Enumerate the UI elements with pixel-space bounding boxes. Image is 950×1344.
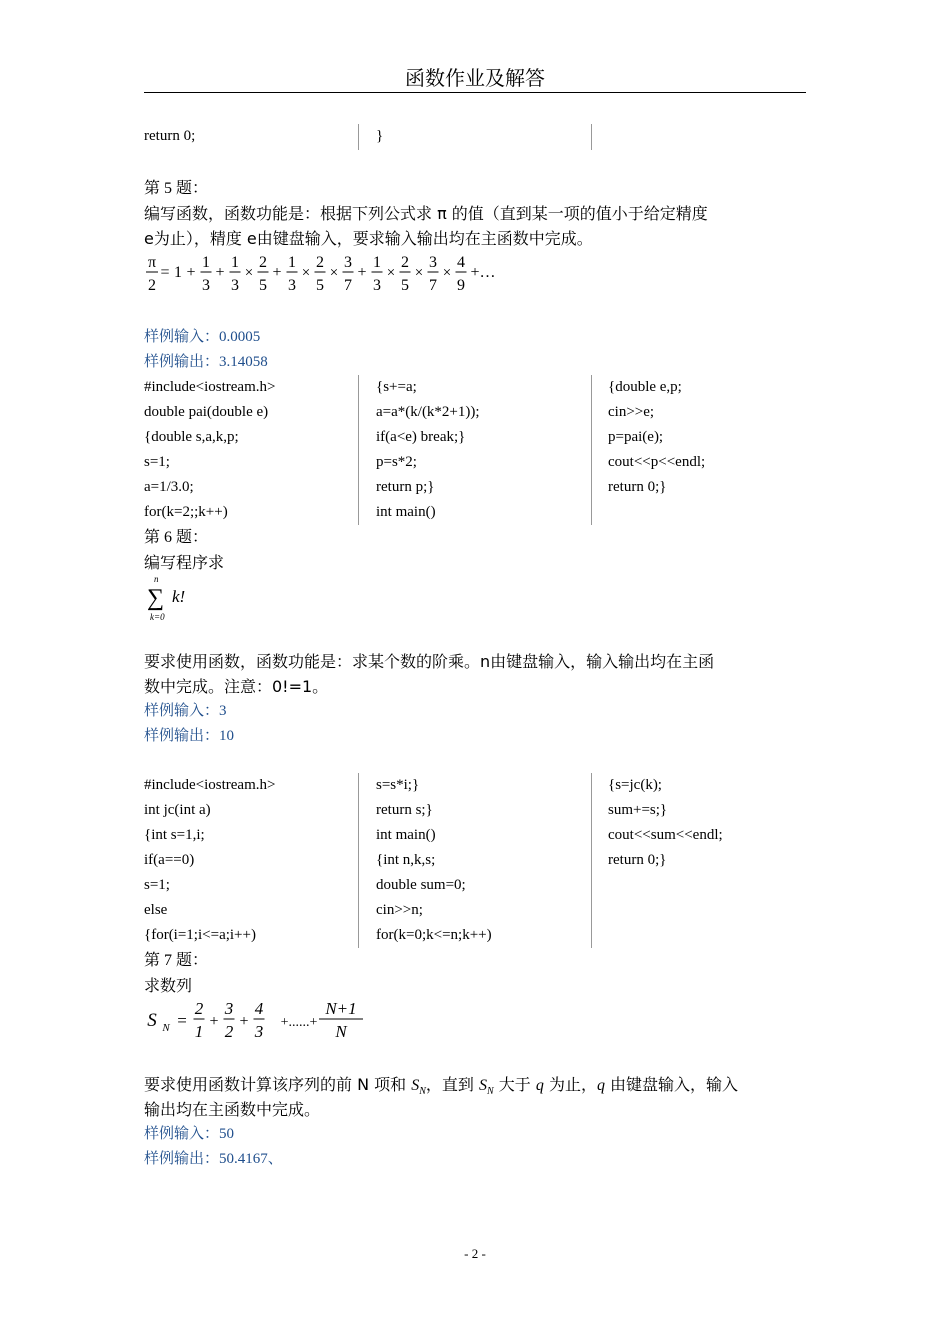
page-number: - 2 -: [464, 1246, 486, 1261]
code-line: return 0;}: [608, 479, 667, 495]
fraction-denominator: 5: [259, 277, 267, 294]
question-7-sample-output: 样例输出：50.4167、: [144, 1151, 283, 1167]
code-line: cin>>e;: [608, 404, 655, 420]
page-header-title: 函数作业及解答: [405, 66, 545, 90]
fraction-numerator: 2: [259, 254, 267, 271]
code-line: return 0;: [144, 128, 196, 144]
code-column-1: [144, 124, 358, 149]
fraction-denominator: 7: [429, 277, 437, 294]
question-5-description-line1: 编写函数，函数功能是：根据下列公式求 π 的值（直到某一项的值小于给定精度: [144, 204, 708, 223]
ellipsis: +…: [470, 264, 496, 281]
code-line: #include<iostream.h>: [144, 777, 276, 793]
plus-sign: +: [215, 264, 225, 281]
code-line: cout<<p<<endl;: [608, 454, 706, 470]
sum-upper-limit: n: [154, 574, 159, 584]
equals-sign: =: [177, 1011, 187, 1030]
code-line: return s;}: [376, 802, 433, 818]
fraction-numerator: 4: [254, 999, 264, 1018]
constant-one: 1: [174, 264, 182, 281]
code-line: {s+=a;: [376, 379, 417, 395]
code-line: }: [376, 128, 384, 144]
code-line: a=1/3.0;: [144, 479, 194, 495]
question-7-intro: 求数列: [144, 976, 193, 995]
code-line: if(a==0): [144, 852, 195, 868]
sn-series-formula: [144, 996, 394, 1048]
sn-symbol: S: [479, 1077, 487, 1094]
code-line: if(a<e) break;}: [376, 429, 466, 445]
fraction-denominator: N: [335, 1022, 347, 1041]
question-7-title: 第 7 题：: [144, 952, 209, 969]
fraction-numerator: 4: [457, 254, 465, 271]
code-column-3: [608, 375, 806, 500]
sum-lower-limit: k=0: [150, 612, 165, 622]
desc-text: 大于: [493, 1075, 536, 1094]
q-symbol: q: [596, 1077, 605, 1094]
code-line: return 0;}: [608, 852, 667, 868]
top-code-table: [144, 124, 806, 150]
code-line: for(k=0;k<=n;k++): [376, 927, 492, 943]
question-6-intro: 编写程序求: [144, 553, 225, 572]
column-divider: [591, 773, 592, 948]
question-7-description-line2: 输出均在主函数中完成。: [144, 1100, 321, 1119]
sn-subscript: N: [487, 1086, 494, 1098]
sn-lhs: S: [147, 1010, 157, 1031]
times-sign: ×: [442, 265, 452, 281]
code-line: a=a*(k/(k*2+1));: [376, 404, 480, 420]
question-5-title: 第 5 题：: [144, 180, 209, 197]
code-column-2: [376, 773, 590, 948]
q-symbol: q: [535, 1077, 544, 1094]
column-divider: [358, 773, 359, 948]
factorial-sum-formula-svg: [144, 574, 224, 626]
question-6-code-table: [144, 773, 806, 948]
sigma-symbol: ∑: [147, 585, 165, 611]
fraction-numerator: 2: [401, 254, 409, 271]
code-line: {double e,p;: [608, 379, 682, 395]
desc-text: 要求使用函数计算该序列的前 N 项和: [144, 1075, 412, 1094]
times-sign: ×: [414, 265, 424, 281]
fraction-denominator: 3: [288, 277, 296, 294]
plus-sign: +: [186, 264, 196, 281]
code-line: double sum=0;: [376, 877, 466, 893]
code-column-3: [608, 773, 806, 873]
question-5-sample-input: 样例输入：0.0005: [144, 329, 261, 345]
fraction-denominator: 3: [254, 1022, 264, 1041]
header-rule: [144, 92, 806, 93]
fraction-numerator: 1: [288, 254, 296, 271]
sn-lhs-subscript: N: [162, 1022, 170, 1034]
times-sign: ×: [301, 265, 311, 281]
pi-series-formula-svg: [144, 249, 544, 299]
fraction-denominator: 9: [457, 277, 465, 294]
code-line: s=1;: [144, 877, 170, 893]
fraction-denominator: 3: [202, 277, 210, 294]
fraction-denominator: 3: [373, 277, 381, 294]
code-column-1: [144, 375, 358, 525]
fraction-denominator: 1: [194, 1022, 204, 1041]
fraction-denominator: 3: [231, 277, 239, 294]
fraction-denominator: 2: [224, 1022, 234, 1041]
code-line: {double s,a,k,p;: [144, 429, 239, 445]
code-line: {for(i=1;i<=a;i++): [144, 927, 256, 943]
question-5-code-table: [144, 375, 806, 525]
times-sign: ×: [244, 265, 254, 281]
sn-series-formula-svg: [144, 996, 394, 1048]
question-6-sample-output: 样例输出：10: [144, 728, 235, 744]
question-7-sample-input: 样例输入：50: [144, 1126, 235, 1142]
code-line: {int s=1,i;: [144, 827, 205, 843]
column-divider: [591, 124, 592, 150]
code-line: return p;}: [376, 479, 435, 495]
code-line: else: [144, 902, 168, 918]
series-dots: +......+: [280, 1015, 318, 1030]
fraction-denominator: 2: [148, 277, 156, 294]
fraction-numerator: 1: [202, 254, 210, 271]
desc-text: 由键盘输入，输入: [604, 1075, 739, 1094]
sn-subscript: N: [419, 1086, 426, 1098]
column-divider: [358, 124, 359, 150]
column-divider: [358, 375, 359, 525]
fraction-denominator: 5: [401, 277, 409, 294]
question-6-title: 第 6 题：: [144, 529, 209, 546]
fraction-numerator: N+1: [325, 999, 357, 1018]
code-line: int main(): [376, 827, 436, 843]
question-6-sample-input: 样例输入：3: [144, 703, 227, 719]
fraction-denominator: 7: [344, 277, 352, 294]
question-5-sample-output: 样例输出：3.14058: [144, 354, 268, 370]
code-line: cin>>n;: [376, 902, 423, 918]
fraction-denominator: 5: [316, 277, 324, 294]
fraction-numerator: π: [147, 254, 157, 271]
code-line: for(k=2;;k++): [144, 504, 228, 520]
code-line: double pai(double e): [144, 404, 269, 420]
plus-sign: +: [209, 1013, 219, 1030]
fraction-numerator: 2: [194, 999, 204, 1018]
code-column-1: [144, 773, 358, 948]
question-6-description-line1: 要求使用函数，函数功能是：求某个数的阶乘。n由键盘输入，输入输出均在主函: [144, 652, 715, 671]
code-line: sum+=s;}: [608, 802, 668, 818]
code-column-2: [376, 124, 590, 149]
code-line: cout<<sum<<endl;: [608, 827, 723, 843]
times-sign: ×: [386, 265, 396, 281]
code-line: {int n,k,s;: [376, 852, 436, 868]
code-line: #include<iostream.h>: [144, 379, 276, 395]
question-6-description-line2: 数中完成。注意：0!=1。: [144, 677, 329, 696]
desc-text: ，直到: [425, 1075, 479, 1094]
equals-sign: =: [160, 264, 170, 281]
question-5-description-line2: e为止），精度 e由键盘输入，要求输入输出均在主函数中完成。: [144, 229, 593, 248]
sum-expression: k!: [172, 587, 186, 606]
column-divider: [591, 375, 592, 525]
code-line: s=1;: [144, 454, 170, 470]
fraction-numerator: 3: [344, 254, 352, 271]
code-line: int main(): [376, 504, 436, 520]
code-line: p=s*2;: [376, 454, 417, 470]
plus-sign: +: [272, 264, 282, 281]
fraction-numerator: 3: [224, 999, 234, 1018]
fraction-numerator: 2: [316, 254, 324, 271]
code-column-2: [376, 375, 590, 525]
factorial-sum-formula: [144, 574, 224, 626]
times-sign: ×: [329, 265, 339, 281]
pi-series-formula: [144, 249, 544, 299]
plus-sign: +: [357, 264, 367, 281]
code-line: {s=jc(k);: [608, 777, 662, 793]
plus-sign: +: [239, 1013, 249, 1030]
code-line: int jc(int a): [144, 802, 211, 818]
sn-symbol: S: [411, 1077, 420, 1094]
fraction-numerator: 3: [429, 254, 437, 271]
fraction-numerator: 1: [373, 254, 381, 271]
code-line: s=s*i;}: [376, 777, 420, 793]
fraction-numerator: 1: [231, 254, 239, 271]
code-line: p=pai(e);: [608, 429, 664, 445]
desc-text: 为止，: [543, 1075, 597, 1094]
